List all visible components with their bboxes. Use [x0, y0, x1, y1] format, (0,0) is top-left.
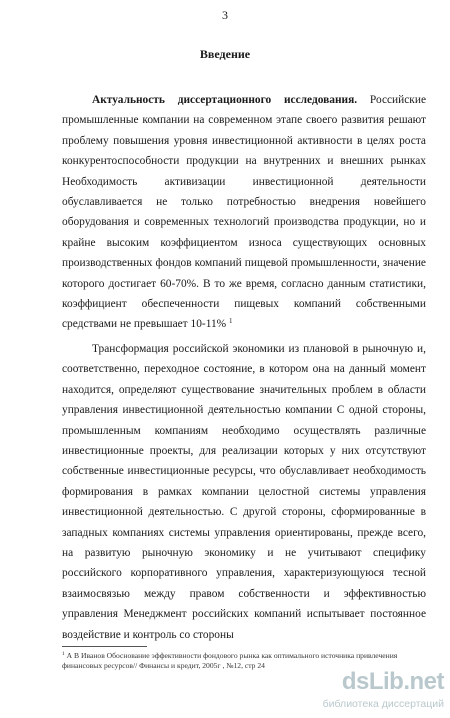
footnote-text: А В Иванов Обоснование эффективности фондового рынка как оптимального источника привлечения финансовых ресурсов// Финансы и кредит, 2005г , №12, стр 24: [62, 651, 398, 670]
paragraph-relevance: [62, 90, 426, 335]
relevance-text: Российские промышленные компании на современном этапе своего развития решают проблему повышения уровня инвестиционной активности в целях роста конкурентоспособности продукции на внутренних и внешних рынках Необходимость активизации инвестиционной деятельности обуславливается не только потребностью внедрения новейшего оборудования и современных технологий производства продукции, но и крайне высоким коэффициентом износа существующих основных производственных фондов компаний пищевой промышленности, значение которого достигает 60-70%. В то же время, согласно данным статистики, коэффициент обеспеченности пищевых компаний собственными средствами не превышает 10-11%: [62, 94, 426, 331]
body-text: [62, 90, 426, 645]
relevance-heading: Актуальность диссертационного исследования.: [92, 94, 358, 106]
section-title: Введение: [199, 47, 251, 61]
watermark-logo: dsLib.net: [341, 668, 444, 695]
page-number: 3: [222, 8, 228, 22]
footnote-reference[interactable]: 1: [229, 317, 233, 326]
paragraph-transformation: Трансформация российской экономики из плановой в рыночную и, соответственно, переходное состояние, в котором она на данный момент находится, определяют существование значительных проблем в области управления инвестиционной деятельностью компании С одной стороны, промышленным компаниям необходимо осуществлять различные инвестиционные проекты, для реализации которых у них отсутствуют собственные инвестиционные ресурсы, что обуславливает необходимость формирования в рамках компании целостной системы управления инвестиционной деятельностью. С другой стороны, сформированные в западных компаниях системы управления ориентированы, прежде всего, на развитую рыночную экономику и не учитывают специфику российского корпоративного управления, характеризующуюся тесной взаимосвязью между правом собственности и эффективностью управления Менеджмент российских компаний испытывает постоянное воздействие и контроль со стороны: [62, 342, 426, 641]
watermark-tagline: библиотека диссертаций: [322, 698, 444, 710]
footnote-marker: 1: [62, 651, 65, 657]
watermark: [284, 668, 444, 714]
footnote-divider: [62, 646, 147, 647]
